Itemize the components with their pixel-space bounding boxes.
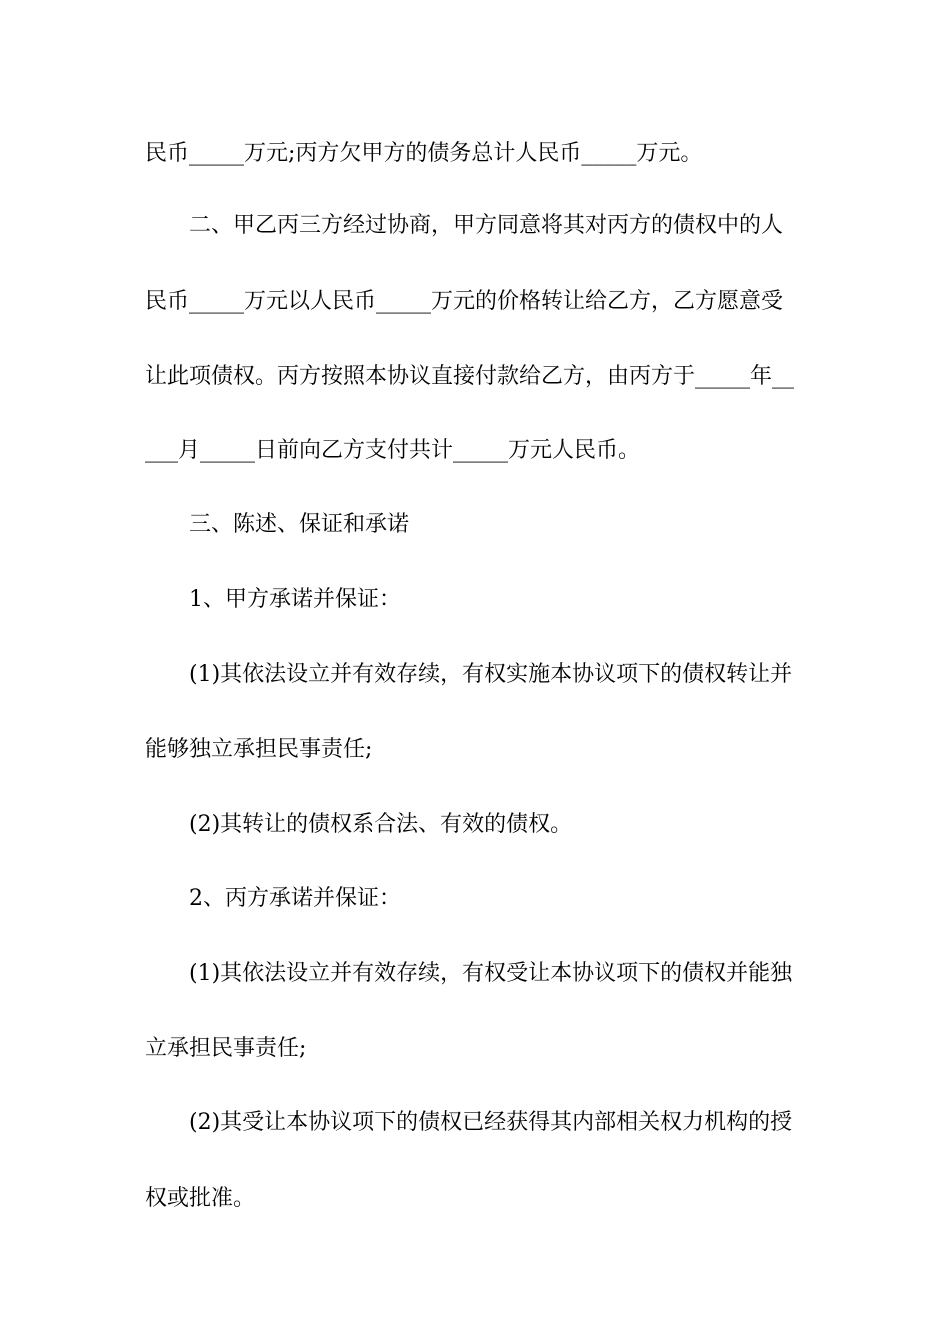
text-line: 民币_____万元;丙方欠甲方的债务总计人民币_____万元。 [145, 141, 703, 166]
clause-start: (2)其受让本协议项下的债权已经获得其内部相关权力机构的授 [189, 1110, 793, 1135]
text-line: 让此项债权。丙方按照本协议直接付款给乙方，由丙方于_____年__ [145, 364, 795, 389]
text-line: 能够独立承担民事责任; [145, 737, 373, 762]
section-heading: 三、陈述、保证和承诺 [189, 512, 410, 537]
text-line: ___月_____日前向乙方支付共计_____万元人民币。 [145, 438, 641, 463]
clause-start: (2)其转让的债权系合法、有效的债权。 [189, 812, 573, 837]
clause-start: (1)其依法设立并有效存续，有权实施本协议项下的债权转让并 [189, 662, 793, 687]
text-line: 立承担民事责任; [145, 1036, 307, 1061]
text-line: 民币_____万元以人民币_____万元的价格转让给乙方，乙方愿意受 [145, 289, 784, 314]
clause-start: (1)其依法设立并有效存续，有权受让本协议项下的债权并能独 [189, 961, 793, 986]
paragraph-2-start: 二、甲乙丙三方经过协商，甲方同意将其对丙方的债权中的人 [189, 213, 784, 238]
subsection-heading: 1、甲方承诺并保证： [189, 587, 401, 612]
text-line: 权或批准。 [145, 1186, 256, 1211]
subsection-heading: 2、丙方承诺并保证： [189, 886, 401, 911]
